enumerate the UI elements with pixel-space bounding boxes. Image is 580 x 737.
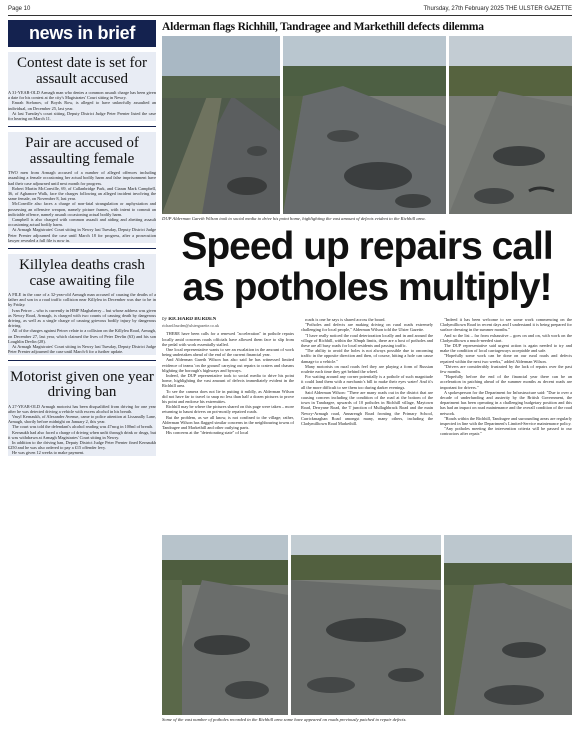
brief-paragraph: In addition to the driving ban, Deputy District Judge Peter Prenter fined Kernaukh £250 and he was also ordered to pay a £15 offender levy. [8, 439, 156, 451]
brief-story [8, 52, 156, 121]
pothole-photo [162, 535, 288, 715]
body-paragraph: Indeed, the DUP representative took to social media to drive his point home, highlighting the vast amount of defects immediately evident in the Richhill area. [162, 373, 294, 389]
brief-story [8, 132, 156, 243]
brief-paragraph: At Armagh Magistrates' Court sitting in Newry last Tuesday, Deputy District Judge Peter Prenter adjourned the case until March 18 for progress, after a prosecution lawyer revealed a full file is now in. [8, 227, 156, 243]
byline [162, 317, 294, 322]
top-photos [162, 36, 572, 214]
lead-body [162, 317, 572, 531]
body-paragraph: "The ability to avoid the holes is not always possible due to oncoming traffic in the opposite direction and then, of course, hitting a hole can cause damage to a vehicle." [301, 348, 433, 364]
brief-headline: Pair are accused of assaulting female [25, 135, 139, 167]
body-paragraph: And so the list – far from exhaustive – goes on and on, with work on the Cladymilltown a much-needed start. [440, 332, 572, 343]
pothole-photo [444, 535, 572, 715]
body-paragraph: "I have really noticed the road deterioration locally and in and around the village of Richhill, within the 30mph limits, there are a host of potholes and these are all busy roads for local residents and passing traffic. [301, 332, 433, 349]
brief-paragraph: The court was told the defendant's alcohol reading was 47mcg in 100ml of breath. [12, 424, 154, 430]
brief-paragraph: A 27-YEAR-OLD Armagh motorist has been disqualified from driving for one year after he was detected driving a vehicle with excess alcohol in his breath. [8, 403, 156, 414]
body-paragraph: And Alderman Gareth Wilson has also said he has witnessed limited evidence of teams 'on the ground' carrying out repairs to craters and chasms blighting the borough's highways and byways. [162, 357, 294, 373]
body-paragraph: Said Alderman Wilson: "There are many roads out in the district that are causing concern including the condition of the road at the bottom of the town in Tandragee, upwards of 10 potholes in Richhill village, Maytown Road, Derryane Road, the T junction of Mullaghbrack Road and the main Newry-Armagh road, Annareagh Road fronting the Primary School, Carrickmaghan Road amongst many, many others, including the Cladymilltown Road Markethill. [301, 389, 433, 427]
body-paragraph: For waiting around any corner potentially is a pothole of such magnitude it could land them with a mechanic's bill to make their eyes water! And it's all the more difficult to see them too during darker evenings. [301, 374, 433, 390]
body-paragraph: A spokesperson for the Department for Infrastructure said: "Due to over a decade of underfunding and austerity by the British Government, the department has been operating in a challenging budgetary position and this has had an impact on road maintenance and the overall condition of the road network. [440, 389, 572, 416]
lead-headline [162, 226, 572, 308]
brief-story [8, 366, 156, 456]
headline-line: Speed up repairs call [181, 225, 553, 268]
body-paragraph: Richhill may be where the pictures shared on this page were taken – more returning to haunt drivers on pot-mostly repaired roads. [162, 404, 294, 415]
body-paragraph: "Any potholes meeting the intervention criteria will be passed to our contractors after repair." [440, 426, 572, 437]
brief-paragraph: McConville also faces a charge of non-fatal strangulation or asphyxiation and possessing an offensive weapon, namely picture frames, with intent to commit an indictable offence, namely assault occasioning actual bodily harm. [8, 201, 156, 217]
brief-headline: Motorist given one year driving ban [10, 368, 154, 400]
brief-paragraph: TWO men from Armagh accused of a number of alleged offences including assaulting a female occasioning her actual bodily harm and false imprisonment have had their case adjourned until next month for progress. [8, 170, 156, 186]
dateline: Thursday, 27th February 2025 THE ULSTER GAZETTE [423, 6, 572, 12]
body-paragraph: One local representative wants to see an escalation in the amount of work being undertaken ahead of the end of the current financial year. [162, 347, 294, 358]
divider [8, 360, 156, 361]
body-column [440, 317, 572, 531]
body-column [301, 317, 433, 531]
brief-paragraph: At Armagh Magistrates' Court sitting in Newry last Tuesday, Deputy District Judge Peter Prenter adjourned the case until March 6 for a further update. [8, 344, 156, 355]
pothole-photo [283, 36, 446, 214]
brief-paragraph: A FILE in the case of a 32-year-old Armagh man accused of causing the deaths of a father and son in a road traffic collision near Killylea in December was due to be in by Friday. [8, 292, 156, 308]
top-photo-caption: DUP Alderman Gareth Wilson took to social media to drive his point home, highlighting the vast amount of defects evident to the Richhill area. [162, 216, 426, 221]
byline-name: RICHARD BURDEN [168, 317, 217, 322]
body-paragraph: To see the camera does not lie in putting it mildly, as Alderman Wilson did not have far to travel to snap no less than half a dozen pictures to prove his point and endorse his extremities. [162, 388, 294, 405]
brief-paragraph: A 31-YEAR-OLD Armagh man who denies a common assault charge has been given a date for his contest at the city's Magistrates' Court sitting in Newry. [8, 90, 156, 101]
lead-story [162, 20, 572, 731]
body-paragraph: THERE have been calls for a renewed "acceleration" in pothole repairs locally amid concerns roads officials have allowed them face to slip from the pedal with work essentially stalled. [162, 331, 294, 347]
body-paragraph: But the problem, as we all know, is not confined to the village; rather, Alderman Wilson has flagged similar concerns in the neighbouring towns of Tandragee and Markethill and other outlying parts. [162, 414, 294, 431]
body-paragraph: His concerns at the "deteriorating state" of local [166, 430, 249, 436]
body-paragraph: "Potholes and defects are making driving on rural roads extremely challenging for local people," Alderman Wilson told the Ulster Gazette. [301, 322, 433, 333]
news-in-brief-column [8, 20, 156, 731]
page-folio [8, 6, 572, 16]
brief-headline: Contest date is set for assault accused [17, 55, 147, 87]
body-column [162, 317, 294, 531]
brief-story [8, 254, 156, 354]
brief-paragraph: He was given 12 weeks to make payment. [12, 450, 85, 456]
brief-paragraph: Emrah Stefanov, of Boyds Row, is alleged to have unlawfully assaulted an individual, on December 25, last year. [8, 100, 156, 111]
pothole-photo [162, 36, 280, 214]
byline-prefix: by [162, 317, 167, 322]
body-paragraph: "Roads within the Richhill, Tandragee and surrounding areas are regularly inspected in line with the Department's Limited-Service maintenance policy. [440, 415, 572, 427]
divider [8, 126, 156, 127]
brief-paragraph: Ivan Petrov – who is currently in HMP Maghaberry – but whose address was given as Newry Road, Armagh, is charged with two counts of causing death by dangerous driving, as well as a single charge of causing grievous bodily injury by dangerous driving. [8, 307, 156, 329]
brief-paragraph: At last Tuesday's court sitting, Deputy District Judge Peter Prenter listed the case for hearing on March 11. [8, 110, 156, 122]
brief-headline: Killylea deaths crash case awaiting file [19, 257, 145, 289]
body-paragraph: "Drivers are considerably frustrated by the lack of repairs over the past few months. [440, 363, 572, 375]
brief-paragraph: All of the charges against Petrov relate to a collision on the Killylea Road, Armagh, on December 27, last year, which claimed the lives of Peter Devlin (63) and his son Loughlin Devlin (28). [8, 328, 156, 344]
headline-line: as potholes multiply! [182, 266, 552, 309]
bottom-photo-caption: Some of the vast number of potholes recorded in the Richhill area some have appeared on roads previously patched to repair defects. [162, 717, 407, 722]
pothole-photo [449, 36, 572, 214]
lead-kicker: Alderman flags Richhill, Tandragee and Markethill defects dilemma [162, 21, 484, 33]
body-paragraph: "Hopefully before the end of the financial year there can be an acceleration in patching ahead of the summer months as decent roads are important for drivers." [440, 374, 572, 390]
body-paragraph: roads is one he says is shared across the board. [305, 317, 386, 322]
body-paragraph: "Hopefully some work can be done on our rural roads and defects repaired within the next two weeks," added Alderman Wilson. [440, 353, 572, 364]
body-paragraph: "Indeed it has been welcome to see some work commencing on the Cladymilltown Road in recent days and I understand it is being prepared for surface dressing in the summer months." [440, 317, 572, 333]
divider [8, 248, 156, 249]
bottom-photos [162, 535, 572, 715]
body-paragraph: Many motorists on rural roads feel they are playing a form of Russian roulette each time they get behind the wheel. [301, 363, 433, 375]
brief-paragraph: Vasyl Kernaukh, of Alexander Avenue, came to police attention at Lissanally Lane, Armagh, shortly before midnight on January 2, this year. [8, 413, 156, 425]
page-number: Page 10 [8, 6, 31, 12]
brief-paragraph: Kernaukh had also faced a charge of driving when unfit through drink or drugs, but it was withdrawn at Armagh Magistrates' Court sitting in Newry. [8, 429, 156, 440]
brief-paragraph: Robert Martin McConville, 69, of Callanbridge Park, and Ciaran Mark Campbell, 36, of Aghanore Walk, face the charges following an alleged incident involving the same female, on November 8, last year. [8, 185, 156, 202]
brief-paragraph: Campbell is also charged with common assault and aiding and abetting assault occasioning actual bodily harm. [8, 217, 156, 228]
byline-email[interactable]: richard.burden@ulstergazette.co.uk [162, 323, 220, 329]
body-paragraph: The DUP representative said urgent action is again needed to try and make the condition of local carriageways acceptable and safe. [440, 343, 572, 354]
pothole-photo [291, 535, 441, 715]
news-in-brief-banner: news in brief [8, 20, 156, 47]
